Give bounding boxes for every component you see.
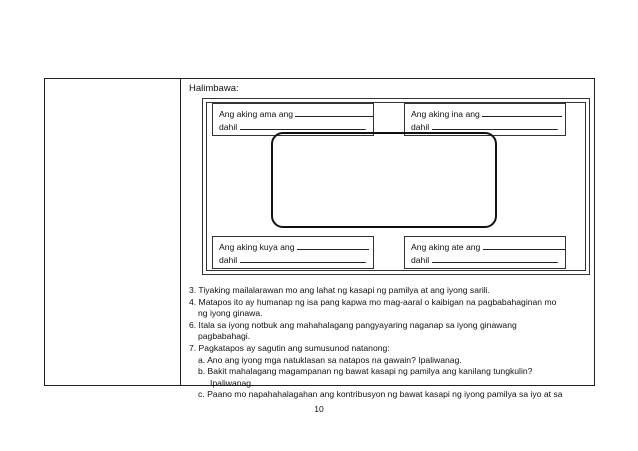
brother-role-blank	[297, 240, 369, 250]
father-role-blank	[295, 107, 373, 117]
brother-card-reason-label: dahil	[219, 255, 238, 265]
worksheet-table	[44, 78, 595, 400]
father-card-period: .	[364, 122, 367, 132]
instruction-item: 3. Tiyaking mailalarawan mo ang lahat ng kasapi ng pamilya at ang iyong sarili.	[189, 285, 490, 295]
instruction-item-continuation: ng iyong ginawa.	[198, 308, 263, 319]
question-item: b. Bakit mahalagang magampanan ng bawat kasapi ng pamilya ang kanilang tungkulin?	[198, 366, 533, 377]
brother-card-prompt: Ang aking kuya ang	[219, 242, 295, 252]
question-item: c. Paano mo napahahalagahan ang kontribusyon ng bawat kasapi ng iyong pamilya sa iyo at sa	[198, 389, 563, 400]
instruction-item: 6. Itala sa iyong notbuk ang mahahalagang pangyayaring naganap sa iyong ginawang	[189, 319, 517, 330]
sister-role-blank	[483, 240, 565, 250]
sister-card-prompt: Ang aking ate ang	[411, 242, 481, 252]
sister-reason-blank	[432, 253, 557, 263]
instruction-item: 7. Pagkatapos ay sagutin ang sumusunod natanong:	[189, 342, 390, 353]
mother-reason-blank	[432, 120, 557, 130]
mother-card-reason-label: dahil	[411, 122, 430, 132]
left-column-cell	[45, 79, 181, 385]
right-column-cell	[182, 79, 594, 400]
instruction-item-continuation: pagbabahagi.	[198, 331, 251, 342]
self-drawing-box	[271, 132, 497, 228]
mother-role-blank	[482, 107, 562, 117]
question-item: a. Ano ang iyong mga natuklasan sa natapos na gawain? Ipaliwanag.	[198, 354, 462, 365]
question-item-continuation: Ipaliwanag.	[210, 377, 254, 388]
father-card-prompt: Ang aking ama ang	[219, 109, 294, 119]
brother-card-period: .	[364, 255, 367, 265]
sister-card-reason-label: dahil	[411, 255, 430, 265]
sister-card	[404, 236, 566, 269]
instructions-list	[189, 285, 590, 401]
brother-reason-blank	[240, 253, 365, 263]
example-heading: Halimbawa:	[189, 83, 239, 94]
instruction-item: 4. Matapos ito ay humanap ng isa pang kapwa mo mag-aaral o kaibigan na pagbabahaginan mo	[189, 296, 557, 307]
sister-card-period: .	[556, 255, 559, 265]
mother-card-prompt: Ang aking ina ang	[411, 109, 480, 119]
father-reason-blank	[240, 120, 365, 130]
page-number: 10	[314, 404, 324, 414]
example-diagram	[202, 98, 590, 275]
mother-card-period: .	[556, 122, 559, 132]
brother-card	[212, 236, 374, 269]
father-card-reason-label: dahil	[219, 122, 238, 132]
